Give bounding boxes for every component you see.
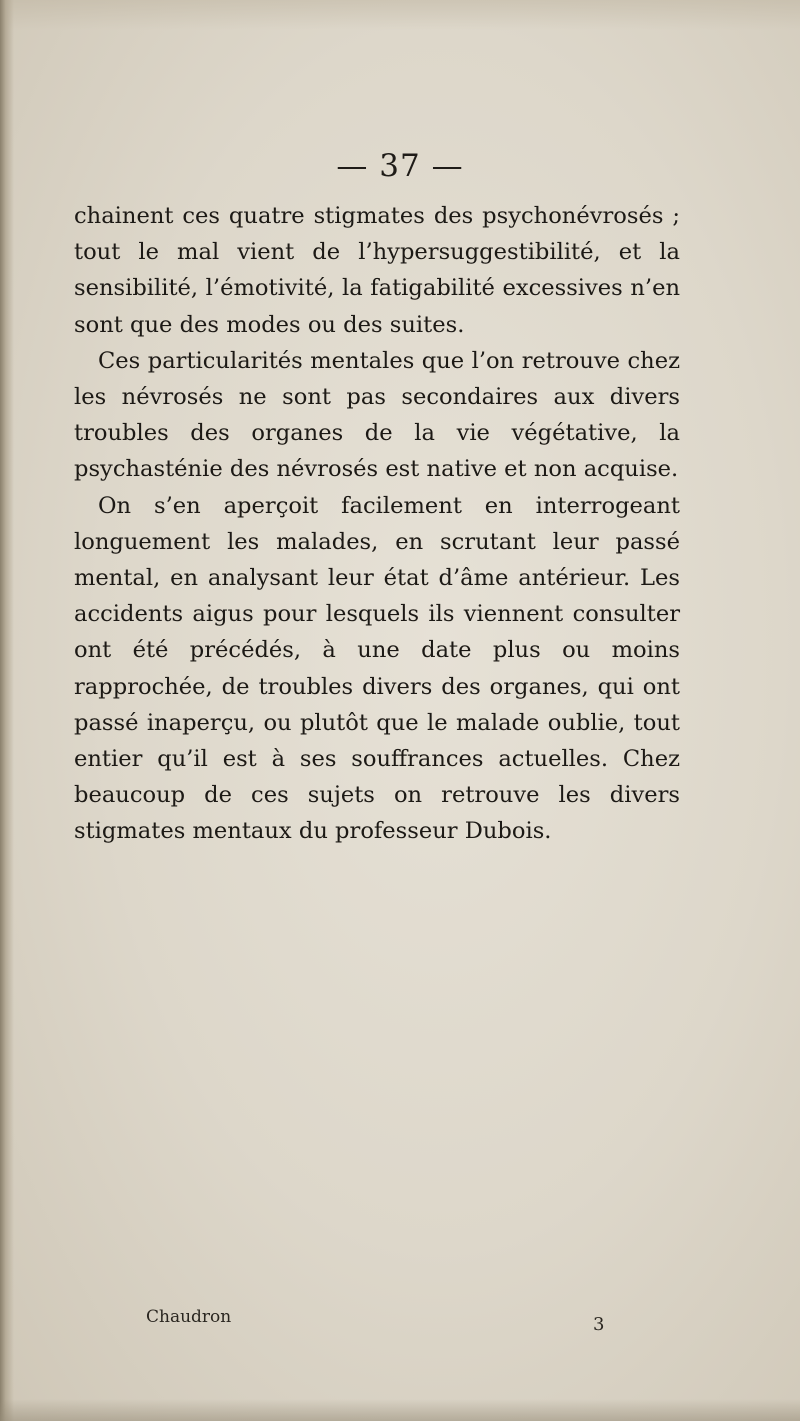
- page-top-shadow: [0, 0, 800, 30]
- page-binding-edge: [0, 0, 14, 1421]
- body-text: [74, 198, 680, 850]
- footer-author: Chaudron: [146, 1307, 232, 1327]
- paragraph-2: Ces particularités mentales que l’on retrouve chez les névrosés ne sont pas secondaires aux divers troubles des organes de la vie végétative, la psychasténie des névrosés est native et non acquise.: [74, 347, 680, 483]
- page-number: — 37 —: [336, 148, 464, 184]
- paragraph-1: chainent ces quatre stigmates des psychonévrosés ; tout le mal vient de l’hypersuggestibilité, et la sensibilité, l’émotivité, la fatigabilité excessives n’en sont que des modes ou des suites.: [74, 203, 680, 338]
- page-bottom-shadow: [0, 1399, 800, 1421]
- paragraph-3: On s’en aperçoit facilement en interrogeant longuement les malades, en scrutant leur passé mental, en analysant leur état d’âme antérieur. Les accidents aigus pour lesquels ils viennent consulter ont été précédés, à une date plus ou moins rapprochée, de troubles divers des organes, qui ont passé inaperçu, ou plutôt que le malade oublie, tout entier qu’il est à ses souffrances actuelles. Chez beaucoup de ces sujets on retrouve les divers stigmates mentaux du professeur Dubois.: [74, 492, 680, 845]
- signature-mark: 3: [593, 1314, 605, 1335]
